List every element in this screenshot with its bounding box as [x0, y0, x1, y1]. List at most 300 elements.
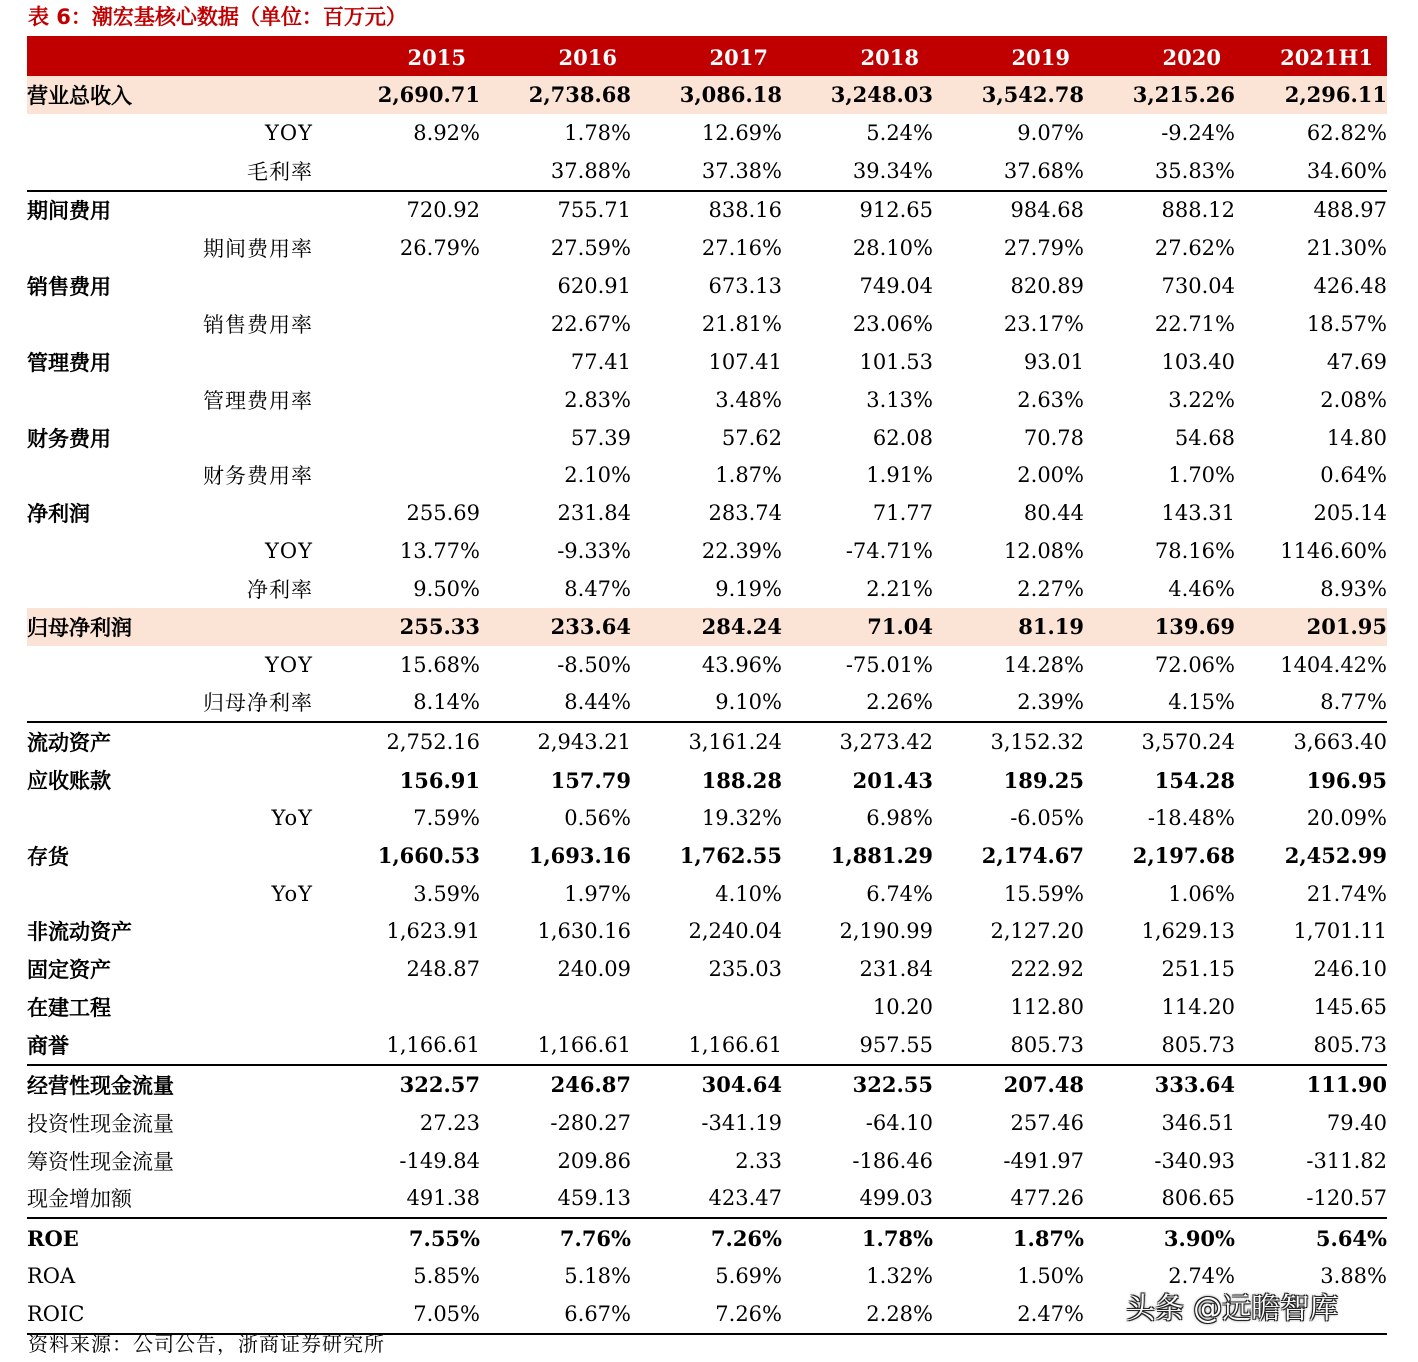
value-cell: 984.68 — [933, 191, 1084, 230]
value-cell: 8.92% — [413, 120, 480, 145]
row-label: 销售费用 — [27, 274, 111, 300]
value-cell: 70.78 — [1023, 425, 1084, 450]
value-cell: 1.78% — [782, 1218, 933, 1257]
table-row — [27, 1065, 1387, 1104]
value-cell: 3,663.40 — [1235, 722, 1387, 761]
value-cell: 3,152.32 — [933, 722, 1084, 761]
value-cell: 6.67% — [480, 1295, 631, 1334]
value-cell: 111.90 — [1235, 1065, 1387, 1104]
table-row — [27, 837, 1387, 875]
header-year-2021h1: 2021H1 — [1235, 36, 1387, 76]
value-cell: 2,452.99 — [1284, 843, 1387, 869]
value-cell: 257.46 — [1010, 1110, 1084, 1135]
value-cell: 37.88% — [550, 158, 631, 183]
value-cell: 283.74 — [708, 501, 782, 526]
value-cell: 13.77% — [399, 539, 480, 564]
row-label: 经营性现金流量 — [27, 1065, 327, 1104]
value-cell: 233.64 — [480, 608, 631, 646]
value-cell — [327, 305, 480, 343]
value-cell: 620.91 — [557, 274, 631, 299]
value-cell: 2,240.04 — [688, 919, 782, 944]
value-cell: 3,248.03 — [782, 76, 933, 114]
row-label: 投资性现金流量 — [27, 1111, 174, 1136]
value-cell: 1404.42% — [1280, 652, 1387, 677]
value-cell: -149.84 — [399, 1148, 480, 1173]
value-cell: 231.84 — [859, 957, 933, 982]
value-cell: 2.39% — [1017, 690, 1084, 715]
value-cell: 101.53 — [859, 349, 933, 374]
table-row — [27, 913, 1387, 951]
value-cell: 143.31 — [1161, 501, 1235, 526]
header-label-cell — [27, 36, 327, 76]
value-cell: 1.87% — [933, 1218, 1084, 1257]
value-cell: 491.38 — [406, 1186, 480, 1211]
value-cell: 27.62% — [1154, 236, 1235, 261]
value-cell: 231.84 — [557, 501, 631, 526]
value-cell: 2,174.67 — [981, 843, 1084, 869]
value-cell: 5.85% — [413, 1264, 480, 1289]
value-cell: 39.34% — [852, 158, 933, 183]
row-label: 在建工程 — [27, 995, 111, 1021]
value-cell — [631, 988, 782, 1026]
value-cell: 77.41 — [570, 349, 631, 374]
value-cell: 93.01 — [1023, 349, 1084, 374]
value-cell: 2.28% — [782, 1295, 933, 1334]
value-cell: 2,127.20 — [990, 919, 1084, 944]
value-cell: 72.06% — [1154, 652, 1235, 677]
value-cell: 43.96% — [701, 652, 782, 677]
value-cell: 1.06% — [1168, 881, 1235, 906]
value-cell: -341.19 — [701, 1110, 782, 1135]
table-row — [27, 570, 1387, 608]
table-row — [27, 1218, 1387, 1257]
value-cell: 4.15% — [1168, 690, 1235, 715]
value-cell: 3.22% — [1168, 387, 1235, 412]
value-cell: 1,630.16 — [537, 919, 631, 944]
value-cell: 3,086.18 — [631, 76, 782, 114]
value-cell: 284.24 — [631, 608, 782, 646]
value-cell: 3,273.42 — [782, 722, 933, 761]
value-cell: 9.50% — [413, 576, 480, 601]
table-row — [27, 456, 1387, 494]
row-label: 期间费用率 — [203, 237, 313, 262]
row-label: 归母净利率 — [203, 691, 313, 716]
value-cell: 22.39% — [701, 539, 782, 564]
value-cell: 423.47 — [708, 1186, 782, 1211]
value-cell: 3.88% — [1320, 1264, 1387, 1289]
row-label: ROIC — [27, 1295, 327, 1334]
row-label: 净利率 — [247, 577, 313, 602]
value-cell: 1.97% — [564, 881, 631, 906]
value-cell: 189.25 — [1003, 767, 1084, 793]
value-cell: 333.64 — [1084, 1065, 1235, 1104]
table-row — [27, 343, 1387, 381]
value-cell: 62.82% — [1306, 120, 1387, 145]
header-year-2019: 2019 — [933, 36, 1084, 76]
value-cell — [327, 267, 480, 305]
value-cell: 4.10% — [715, 881, 782, 906]
value-cell: 23.06% — [852, 311, 933, 336]
value-cell: 235.03 — [708, 957, 782, 982]
value-cell: 14.28% — [1003, 652, 1084, 677]
value-cell: 205.14 — [1313, 501, 1387, 526]
value-cell: 0.64% — [1320, 463, 1387, 488]
row-label: ROE — [27, 1218, 327, 1257]
value-cell: 3.90% — [1084, 1218, 1235, 1257]
table-row — [27, 114, 1387, 152]
header-year-2017: 2017 — [631, 36, 782, 76]
value-cell: 1.87% — [715, 463, 782, 488]
table-row — [27, 1179, 1387, 1218]
value-cell: 7.76% — [480, 1218, 631, 1257]
value-cell: 19.32% — [701, 805, 782, 830]
value-cell — [327, 381, 480, 419]
table-row — [27, 191, 1387, 230]
row-label: YoY — [271, 805, 313, 830]
table-row — [27, 988, 1387, 1026]
value-cell: 20.09% — [1306, 805, 1387, 830]
row-label: YoY — [271, 881, 313, 906]
row-label: 固定资产 — [27, 957, 111, 983]
value-cell: 0.56% — [564, 805, 631, 830]
value-cell: 7.26% — [631, 1295, 782, 1334]
value-cell: 8.14% — [413, 690, 480, 715]
value-cell: 805.73 — [1313, 1033, 1387, 1058]
value-cell: 240.09 — [557, 957, 631, 982]
value-cell: 1,166.61 — [537, 1033, 631, 1058]
value-cell: 27.23 — [419, 1110, 480, 1135]
value-cell: 8.93% — [1320, 576, 1387, 601]
value-cell: 9.19% — [715, 576, 782, 601]
value-cell: 5.24% — [866, 120, 933, 145]
value-cell: 2.00% — [1017, 463, 1084, 488]
value-cell: 3.13% — [866, 387, 933, 412]
row-label: 期间费用 — [27, 191, 327, 230]
value-cell: 3,161.24 — [631, 722, 782, 761]
value-cell: 57.62 — [721, 425, 782, 450]
value-cell: 838.16 — [631, 191, 782, 230]
value-cell: 1.91% — [866, 463, 933, 488]
value-cell: 477.26 — [1010, 1186, 1084, 1211]
value-cell: 54.68 — [1174, 425, 1235, 450]
value-cell: 78.16% — [1154, 539, 1235, 564]
value-cell: 9.10% — [715, 690, 782, 715]
table-title: 表 6：潮宏基核心数据（单位：百万元） — [28, 5, 407, 29]
value-cell: 4.46% — [1168, 576, 1235, 601]
header-year-2015: 2015 — [327, 36, 480, 76]
value-cell: 255.69 — [406, 501, 480, 526]
value-cell: 1,166.61 — [386, 1033, 480, 1058]
row-label: 非流动资产 — [27, 919, 132, 945]
value-cell: 246.10 — [1313, 957, 1387, 982]
value-cell: 806.65 — [1161, 1186, 1235, 1211]
value-cell: 27.79% — [1003, 236, 1084, 261]
value-cell: 103.40 — [1161, 349, 1235, 374]
table-row — [27, 267, 1387, 305]
value-cell — [327, 419, 480, 457]
value-cell: 1.50% — [1017, 1264, 1084, 1289]
header-year-2020: 2020 — [1084, 36, 1235, 76]
value-cell: 6.74% — [866, 881, 933, 906]
value-cell: -340.93 — [1154, 1148, 1235, 1173]
value-cell: 2,197.68 — [1132, 843, 1235, 869]
row-label: 管理费用率 — [203, 388, 313, 413]
table-row — [27, 761, 1387, 799]
value-cell: 79.40 — [1326, 1110, 1387, 1135]
value-cell: -64.10 — [865, 1110, 933, 1135]
value-cell: 720.92 — [327, 191, 480, 230]
value-cell: 15.59% — [1003, 881, 1084, 906]
table-header-row — [27, 36, 1387, 76]
value-cell: 1,693.16 — [528, 843, 631, 869]
value-cell: 888.12 — [1084, 191, 1235, 230]
value-cell: 23.17% — [1003, 311, 1084, 336]
value-cell: 222.92 — [1010, 957, 1084, 982]
value-cell: 112.80 — [1010, 995, 1084, 1020]
value-cell: 322.55 — [782, 1065, 933, 1104]
value-cell: 21.30% — [1306, 236, 1387, 261]
value-cell: 9.07% — [1017, 120, 1084, 145]
row-label: 流动资产 — [27, 722, 327, 761]
value-cell: 80.44 — [1023, 501, 1084, 526]
value-cell: -120.57 — [1306, 1186, 1387, 1211]
value-cell — [327, 343, 480, 381]
table-row — [27, 76, 1387, 114]
value-cell: 28.10% — [852, 236, 933, 261]
value-cell: 1,623.91 — [386, 919, 480, 944]
value-cell: 1,660.53 — [377, 843, 480, 869]
value-cell: 62.08 — [872, 425, 933, 450]
table-row — [27, 950, 1387, 988]
value-cell: 7.59% — [413, 805, 480, 830]
value-cell: 2.47% — [933, 1295, 1084, 1334]
value-cell: 8.47% — [564, 576, 631, 601]
value-cell: 201.95 — [1235, 608, 1387, 646]
value-cell: -74.71% — [845, 539, 933, 564]
value-cell: 1,762.55 — [679, 843, 782, 869]
table-row — [27, 875, 1387, 913]
value-cell: 12.08% — [1003, 539, 1084, 564]
row-label: 毛利率 — [247, 159, 313, 184]
value-cell: 34.60% — [1306, 158, 1387, 183]
value-cell: 251.15 — [1161, 957, 1235, 982]
value-cell: 2.63% — [1017, 387, 1084, 412]
table-row — [27, 799, 1387, 837]
value-cell: 154.28 — [1154, 767, 1235, 793]
value-cell: 499.03 — [859, 1186, 933, 1211]
table-row — [27, 381, 1387, 419]
value-cell: 37.68% — [1003, 158, 1084, 183]
value-cell: 201.43 — [852, 767, 933, 793]
row-label: YOY — [265, 652, 313, 677]
value-cell: 196.95 — [1306, 767, 1387, 793]
value-cell: 1,701.11 — [1293, 919, 1387, 944]
value-cell: 27.59% — [550, 236, 631, 261]
value-cell: 21.74% — [1306, 881, 1387, 906]
value-cell: 81.19 — [933, 608, 1084, 646]
value-cell: 3,215.26 — [1084, 76, 1235, 114]
value-cell: 2,738.68 — [480, 76, 631, 114]
value-cell: 22.67% — [550, 311, 631, 336]
value-cell: 459.13 — [557, 1186, 631, 1211]
header-year-2016: 2016 — [480, 36, 631, 76]
row-label: YOY — [265, 539, 313, 564]
table-row — [27, 494, 1387, 532]
table-row — [27, 722, 1387, 761]
value-cell: 2,296.11 — [1235, 76, 1387, 114]
value-cell: 304.64 — [631, 1065, 782, 1104]
value-cell: 156.91 — [399, 767, 480, 793]
value-cell: -9.33% — [557, 539, 631, 564]
value-cell: 107.41 — [708, 349, 782, 374]
watermark: 头条 @远瞻智库 — [1126, 1291, 1339, 1325]
value-cell: 71.77 — [872, 501, 933, 526]
row-label: 财务费用率 — [203, 464, 313, 489]
value-cell: 6.98% — [866, 805, 933, 830]
value-cell: 3.48% — [715, 387, 782, 412]
value-cell: 346.51 — [1161, 1110, 1235, 1135]
value-cell: 1,629.13 — [1141, 919, 1235, 944]
row-label: YOY — [265, 120, 313, 145]
row-label: 存货 — [27, 843, 69, 869]
table-row — [27, 419, 1387, 457]
value-cell: 22.71% — [1154, 311, 1235, 336]
value-cell: -9.24% — [1161, 120, 1235, 145]
value-cell: 2,190.99 — [839, 919, 933, 944]
header-year-2018: 2018 — [782, 36, 933, 76]
value-cell: 3,542.78 — [933, 76, 1084, 114]
value-cell: -8.50% — [557, 652, 631, 677]
value-cell: 10.20 — [872, 995, 933, 1020]
value-cell: -491.97 — [1003, 1148, 1084, 1173]
row-label: 应收账款 — [27, 768, 111, 794]
value-cell — [327, 456, 480, 494]
row-label: 财务费用 — [27, 425, 111, 451]
value-cell: 37.38% — [701, 158, 782, 183]
value-cell: 820.89 — [1010, 274, 1084, 299]
value-cell: 5.18% — [564, 1264, 631, 1289]
value-cell: 7.55% — [327, 1218, 480, 1257]
value-cell: 47.69 — [1326, 349, 1387, 374]
table-row — [27, 152, 1387, 191]
core-data-table — [27, 36, 1387, 1335]
value-cell: 7.26% — [631, 1218, 782, 1257]
value-cell: 673.13 — [708, 274, 782, 299]
value-cell: 27.16% — [701, 236, 782, 261]
value-cell: 1.70% — [1168, 463, 1235, 488]
value-cell: 207.48 — [933, 1065, 1084, 1104]
row-label: 筹资性现金流量 — [27, 1149, 174, 1174]
value-cell: 35.83% — [1154, 158, 1235, 183]
value-cell: 1,166.61 — [688, 1033, 782, 1058]
value-cell: 7.05% — [327, 1295, 480, 1334]
value-cell: -280.27 — [550, 1110, 631, 1135]
value-cell: 8.77% — [1320, 690, 1387, 715]
value-cell: 755.71 — [480, 191, 631, 230]
row-label: ROA — [27, 1264, 76, 1289]
table-row — [27, 684, 1387, 723]
value-cell: 730.04 — [1161, 274, 1235, 299]
value-cell: 912.65 — [782, 191, 933, 230]
value-cell: 2.83% — [564, 387, 631, 412]
value-cell: 26.79% — [399, 236, 480, 261]
row-label: 归母净利润 — [27, 608, 327, 646]
value-cell: 71.04 — [782, 608, 933, 646]
row-label: 现金增加额 — [27, 1187, 132, 1212]
value-cell: 114.20 — [1161, 995, 1235, 1020]
table-row — [27, 229, 1387, 267]
value-cell: 322.57 — [327, 1065, 480, 1104]
value-cell: 255.33 — [327, 608, 480, 646]
value-cell: 488.97 — [1235, 191, 1387, 230]
value-cell: 1146.60% — [1280, 539, 1387, 564]
value-cell: 57.39 — [570, 425, 631, 450]
value-cell: 2,943.21 — [480, 722, 631, 761]
value-cell: 805.73 — [1161, 1033, 1235, 1058]
value-cell — [327, 152, 480, 191]
value-cell: -311.82 — [1306, 1148, 1387, 1173]
row-label: 商誉 — [27, 1033, 69, 1059]
value-cell: 14.80 — [1326, 425, 1387, 450]
value-cell: 248.87 — [406, 957, 480, 982]
value-cell: 8.44% — [564, 690, 631, 715]
value-cell: 246.87 — [480, 1065, 631, 1104]
value-cell: -18.48% — [1147, 805, 1235, 830]
table-row — [27, 646, 1387, 684]
value-cell: 749.04 — [859, 274, 933, 299]
value-cell: 1.32% — [866, 1264, 933, 1289]
table-row — [27, 305, 1387, 343]
value-cell: 3,570.24 — [1084, 722, 1235, 761]
value-cell: 139.69 — [1084, 608, 1235, 646]
value-cell: 12.69% — [701, 120, 782, 145]
value-cell: -186.46 — [852, 1148, 933, 1173]
value-cell: 2.08% — [1320, 387, 1387, 412]
value-cell: 5.64% — [1235, 1218, 1387, 1257]
table-row — [27, 1104, 1387, 1142]
row-label: 销售费用率 — [203, 312, 313, 337]
table-row — [27, 532, 1387, 570]
table-row — [27, 1026, 1387, 1065]
value-cell: 1.78% — [564, 120, 631, 145]
row-label: 管理费用 — [27, 349, 111, 375]
value-cell: -75.01% — [845, 652, 933, 677]
value-cell: 2.33 — [735, 1148, 782, 1173]
value-cell: 15.68% — [399, 652, 480, 677]
value-cell: 426.48 — [1313, 274, 1387, 299]
value-cell: 2.10% — [564, 463, 631, 488]
row-label: 净利润 — [27, 501, 90, 527]
row-label: 营业总收入 — [27, 76, 327, 114]
value-cell: 21.81% — [701, 311, 782, 336]
value-cell: 18.57% — [1306, 311, 1387, 336]
value-cell: 1,881.29 — [830, 843, 933, 869]
value-cell: 145.65 — [1313, 995, 1387, 1020]
value-cell: 2,752.16 — [327, 722, 480, 761]
table-row — [27, 1142, 1387, 1180]
source-note: 资料来源：公司公告，浙商证券研究所 — [28, 1332, 385, 1356]
value-cell: 5.69% — [715, 1264, 782, 1289]
value-cell: 2.74% — [1168, 1264, 1235, 1289]
table-row — [27, 608, 1387, 646]
value-cell: 188.28 — [701, 767, 782, 793]
value-cell: 2.26% — [866, 690, 933, 715]
value-cell: -6.05% — [1010, 805, 1084, 830]
value-cell: 157.79 — [550, 767, 631, 793]
value-cell: 2,690.71 — [327, 76, 480, 114]
value-cell: 3.59% — [413, 881, 480, 906]
value-cell — [327, 988, 480, 1026]
